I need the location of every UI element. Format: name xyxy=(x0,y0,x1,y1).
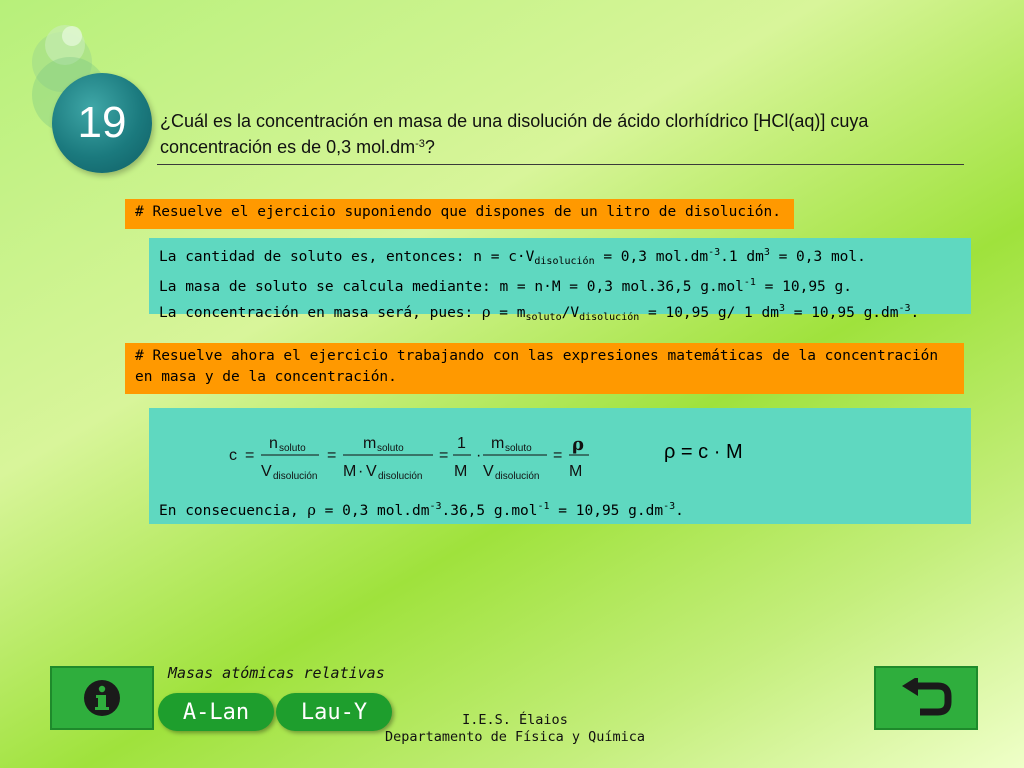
solution-line-2: La masa de soluto se calcula mediante: m = n·M = 0,3 mol.36,5 g.mol$^{-1}$ = 10,95 g. xyxy=(159,277,852,295)
svg-text:=: = xyxy=(553,447,563,464)
info-button[interactable] xyxy=(50,666,154,730)
svg-text:soluto: soluto xyxy=(279,443,306,454)
school-name: I.E.S. Élaios xyxy=(462,712,568,728)
title-divider xyxy=(157,164,964,165)
svg-text:disolución: disolución xyxy=(378,471,423,482)
svg-text:V: V xyxy=(366,463,377,480)
hint-1-text: # Resuelve el ejercicio suponiendo que dispones de un litro de disolución. xyxy=(135,204,782,220)
solution-box-2 xyxy=(149,408,971,524)
lau-y-button[interactable] xyxy=(276,693,392,731)
svg-text:n: n xyxy=(269,435,278,452)
hint-box-2 xyxy=(125,343,964,394)
svg-text:ρ: ρ xyxy=(572,434,584,455)
a-lan-button[interactable] xyxy=(158,693,274,731)
svg-text:m: m xyxy=(363,435,377,452)
solution-line-3: La concentración en masa será, pues: $\rho = m_{soluto}/V_{disolución} = 10,95$ g/ 1 $dm^3 = 10,95$ $g.dm^{-3}$. xyxy=(159,303,920,323)
svg-text:c: c xyxy=(229,447,237,464)
svg-text:V: V xyxy=(483,463,494,480)
svg-text:disolución: disolución xyxy=(273,471,318,482)
question-text xyxy=(160,110,960,159)
consequence-line: En consecuencia, ρ = 0,3 $mol.dm^{-3}.36,5$ g.mol$^{-1}$ = 10,95 $g.dm^{-3}$. xyxy=(159,501,684,519)
lau-y-label: Lau-Y xyxy=(300,699,368,725)
svg-text:soluto: soluto xyxy=(377,443,404,454)
svg-text:M: M xyxy=(343,463,357,480)
atomic-masses-caption: Masas atómicas relativas xyxy=(168,664,385,682)
question-line-2: concentración es de 0,3 $mol.dm^{-3}$? xyxy=(160,137,435,157)
question-line-1: ¿Cuál es la concentración en masa de una disolución de ácido clorhídrico [HCl(aq)] cuya xyxy=(160,111,869,131)
svg-text:M: M xyxy=(569,463,583,480)
department-name: Departamento de Física y Química xyxy=(384,729,646,745)
rho-formula: ρ = c · M xyxy=(664,441,743,463)
info-icon xyxy=(82,678,122,718)
svg-text:V: V xyxy=(261,463,272,480)
svg-text:=: = xyxy=(327,447,337,464)
solution-line-1: La cantidad de soluto es, entonces: $n = c\cdot V_{disolución} = 0,3$ $mol.dm^{-3}.1$ $dm^3 = 0,3$ mol. xyxy=(159,247,866,267)
footer xyxy=(380,712,650,746)
hint-2-text: # Resuelve ahora el ejercicio trabajando con las expresiones matemáticas de la concentración en masa y de la concentración. xyxy=(135,348,939,385)
solution-box-1 xyxy=(149,238,971,323)
return-button[interactable] xyxy=(874,666,978,730)
svg-text:·: · xyxy=(476,447,482,464)
concentration-formula xyxy=(229,424,649,484)
slide-number: 19 xyxy=(77,98,127,147)
return-arrow-icon xyxy=(898,678,954,718)
svg-text:m: m xyxy=(491,435,505,452)
svg-text:M: M xyxy=(454,463,468,480)
svg-text:·: · xyxy=(358,463,364,480)
slide-number-badge xyxy=(52,73,152,173)
svg-text:=: = xyxy=(439,447,449,464)
a-lan-label: A-Lan xyxy=(182,699,250,725)
svg-text:1: 1 xyxy=(457,435,466,452)
svg-text:=: = xyxy=(245,447,255,464)
svg-text:soluto: soluto xyxy=(505,443,532,454)
svg-text:disolución: disolución xyxy=(495,471,540,482)
hint-box-1 xyxy=(125,199,794,229)
